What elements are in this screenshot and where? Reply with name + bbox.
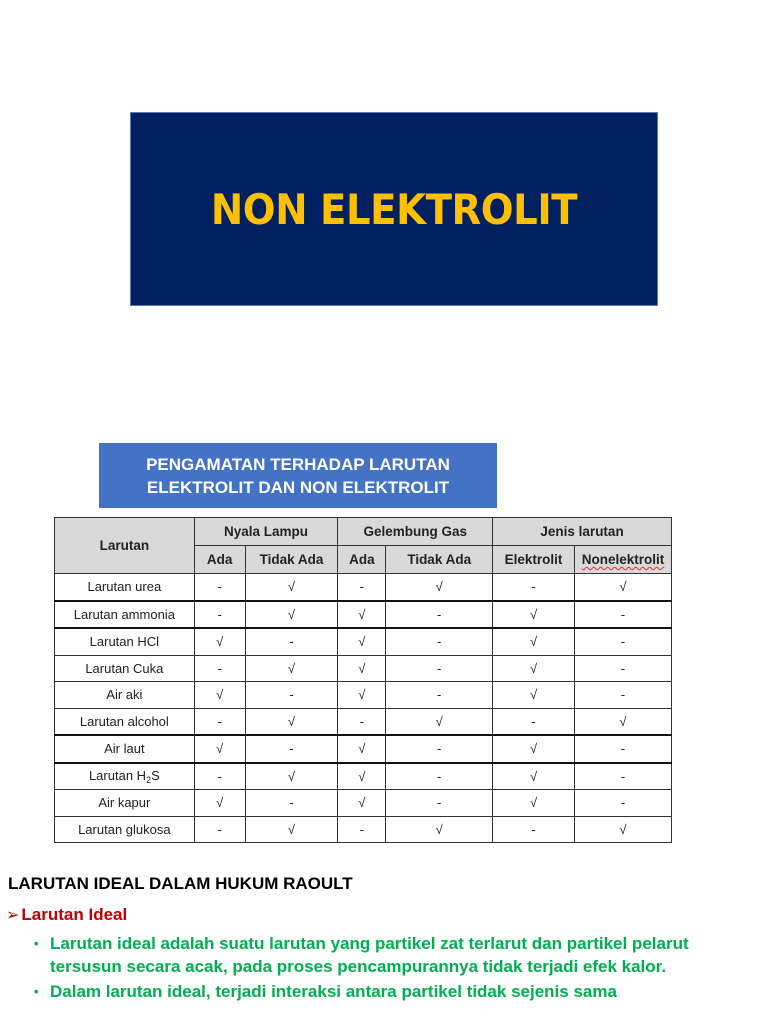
cell: - — [338, 708, 386, 735]
cell: - — [575, 628, 672, 655]
row-name: Larutan Cuka — [55, 655, 195, 682]
cell: - — [493, 574, 575, 601]
banner-line-1: PENGAMATAN TERHADAP LARUTAN — [146, 454, 450, 474]
cell: - — [386, 682, 493, 709]
cell: - — [575, 790, 672, 817]
bullet-list — [32, 933, 752, 1007]
cell: √ — [493, 655, 575, 682]
table-row — [55, 655, 672, 682]
bullet-item — [32, 933, 752, 978]
cell: - — [245, 790, 338, 817]
table-row — [55, 628, 672, 655]
cell: - — [338, 816, 386, 843]
cell: √ — [245, 708, 338, 735]
cell: √ — [245, 816, 338, 843]
cell: - — [386, 735, 493, 763]
header-gelembung-gas: Gelembung Gas — [338, 518, 493, 546]
row-name-suffix: S — [151, 767, 160, 783]
subheader-gas-tidak-ada: Tidak Ada — [386, 546, 493, 574]
cell: √ — [493, 763, 575, 790]
cell: - — [386, 628, 493, 655]
bullet-text: Dalam larutan ideal, terjadi interaksi antara partikel tidak sejenis sama — [50, 982, 617, 1001]
cell: √ — [386, 816, 493, 843]
cell: √ — [493, 682, 575, 709]
row-name: Air kapur — [55, 790, 195, 817]
row-name-prefix: Larutan H — [88, 767, 147, 783]
row-name: Larutan HCl — [55, 628, 195, 655]
cell: √ — [245, 574, 338, 601]
row-name: Air laut — [55, 735, 195, 763]
cell: √ — [245, 763, 338, 790]
subheader-gas-ada: Ada — [338, 546, 386, 574]
cell: √ — [338, 628, 386, 655]
cell: - — [386, 790, 493, 817]
cell: √ — [245, 601, 338, 629]
cell: √ — [493, 601, 575, 629]
cell: - — [194, 601, 245, 629]
cell: √ — [493, 790, 575, 817]
title-slide — [130, 112, 658, 306]
header-larutan: Larutan — [55, 518, 195, 574]
cell: √ — [338, 601, 386, 629]
cell: √ — [338, 655, 386, 682]
row-name: Larutan glukosa — [55, 816, 195, 843]
row-name: Larutan ammonia — [55, 601, 195, 629]
observation-table — [54, 517, 672, 843]
table-row — [55, 708, 672, 735]
bullet-text: Larutan ideal adalah suatu larutan yang partikel zat terlarut dan partikel pelarut tersusun secara acak, pada proses pencampurannya tidak terjadi efek kalor. — [50, 934, 689, 976]
header-nyala-lampu: Nyala Lampu — [194, 518, 338, 546]
cell: - — [194, 816, 245, 843]
cell: - — [575, 601, 672, 629]
cell: - — [245, 735, 338, 763]
cell: √ — [493, 628, 575, 655]
table-title-banner — [99, 443, 497, 508]
cell: - — [245, 682, 338, 709]
cell: - — [575, 735, 672, 763]
cell: √ — [338, 735, 386, 763]
subheading — [6, 905, 127, 925]
section-heading: LARUTAN IDEAL DALAM HUKUM RAOULT — [8, 874, 353, 893]
cell: √ — [575, 708, 672, 735]
cell: √ — [575, 574, 672, 601]
header-jenis-larutan: Jenis larutan — [493, 518, 672, 546]
table-row — [55, 735, 672, 763]
cell: - — [575, 655, 672, 682]
cell: √ — [493, 735, 575, 763]
subheader-lampu-ada: Ada — [194, 546, 245, 574]
banner-line-2: ELEKTROLIT DAN NON ELEKTROLIT — [146, 477, 450, 497]
subheader-nonelektrolit — [575, 546, 672, 574]
cell: √ — [245, 655, 338, 682]
cell: - — [575, 763, 672, 790]
cell: - — [386, 763, 493, 790]
row-name: Larutan alcohol — [55, 708, 195, 735]
row-name: Air aki — [55, 682, 195, 709]
bullet-dot-icon: • — [34, 984, 39, 999]
table-row — [55, 601, 672, 629]
table-row — [55, 763, 672, 790]
cell: √ — [338, 763, 386, 790]
subheading-text: Larutan Ideal — [21, 905, 128, 924]
cell: - — [338, 574, 386, 601]
subheader-elektrolit: Elektrolit — [493, 546, 575, 574]
bullet-dot-icon: • — [34, 936, 39, 951]
cell: √ — [386, 574, 493, 601]
slide-title: NON ELEKTROLIT — [210, 184, 578, 234]
cell: √ — [194, 628, 245, 655]
cell: - — [386, 601, 493, 629]
table-row — [55, 816, 672, 843]
cell: - — [194, 708, 245, 735]
table-row — [55, 682, 672, 709]
subheader-lampu-tidak-ada: Tidak Ada — [245, 546, 338, 574]
table-row — [55, 790, 672, 817]
cell: √ — [575, 816, 672, 843]
cell: - — [194, 574, 245, 601]
bullet-item — [32, 981, 752, 1004]
row-name — [55, 763, 195, 790]
cell: - — [575, 682, 672, 709]
cell: √ — [194, 682, 245, 709]
table-row — [55, 574, 672, 601]
cell: - — [493, 708, 575, 735]
spellcheck-underline-text: Nonelektrolit — [581, 552, 665, 567]
row-name-subscript: 2 — [146, 774, 152, 785]
cell: √ — [194, 735, 245, 763]
cell: √ — [338, 682, 386, 709]
cell: √ — [386, 708, 493, 735]
cell: √ — [194, 790, 245, 817]
cell: - — [386, 655, 493, 682]
cell: - — [194, 655, 245, 682]
cell: √ — [338, 790, 386, 817]
cell: - — [493, 816, 575, 843]
cell: - — [194, 763, 245, 790]
row-name: Larutan urea — [55, 574, 195, 601]
arrow-bullet-icon: ➢ — [6, 907, 20, 924]
cell: - — [245, 628, 338, 655]
